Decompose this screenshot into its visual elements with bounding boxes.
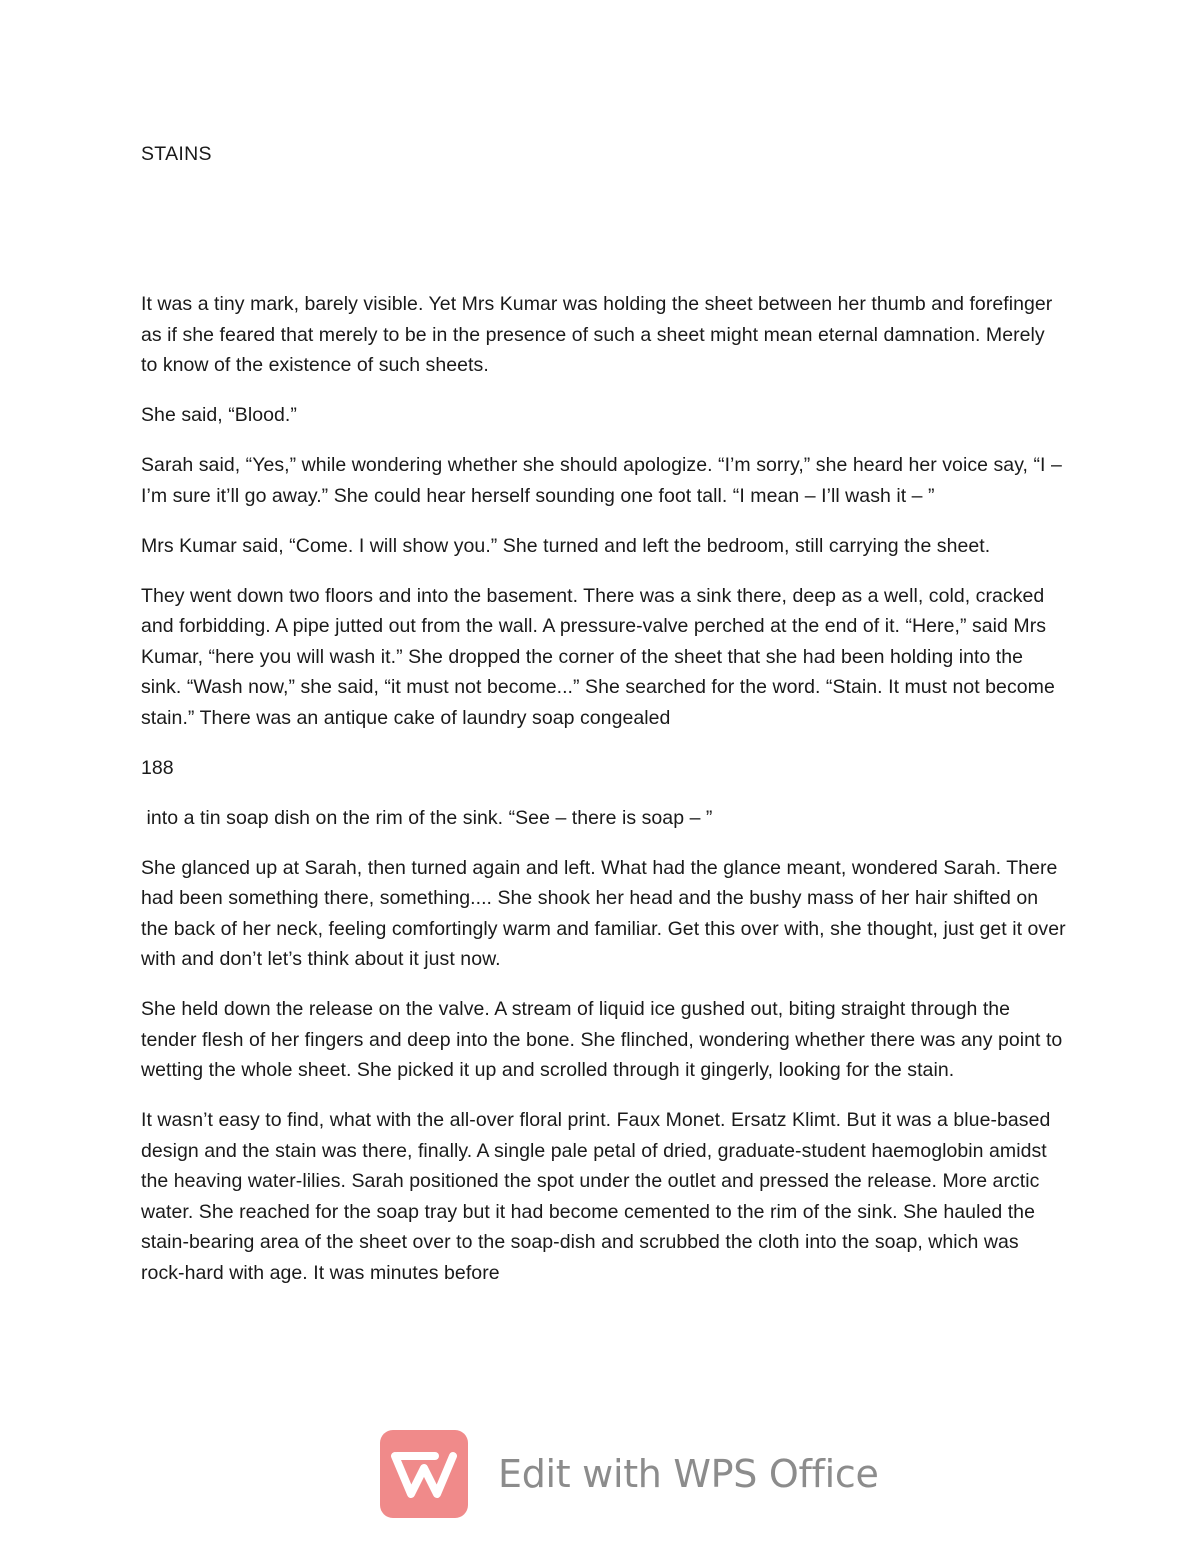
paragraph: It was a tiny mark, barely visible. Yet Mrs Kumar was holding the sheet between her thumb and forefinger as if she feared that merely to be in the presence of such a sheet might mean eternal damnation. Merely to know of the existence of such sheets. (141, 293, 1053, 376)
paragraph: They went down two floors and into the basement. There was a sink there, deep as a well, cold, cracked and forbidding. A pipe jutted out from the wall. A pressure-valve perched at the end of it. “Here,” said Mrs Kumar, “here you will wash it.” She dropped the corner of the sheet that she had been holding into the sink. “Wash now,” she said, “it must not become...” She searched for the word. “Stain. It must not become stain.” There was an antique cake of laundry soap congealed (141, 584, 1055, 729)
document-title: STAINS (141, 143, 212, 165)
paragraph: into a tin soap dish on the rim of the sink. “See – there is soap – ” (141, 806, 713, 829)
wps-edit-banner[interactable] (380, 1429, 879, 1519)
paragraph: Sarah said, “Yes,” while wondering whether she should apologize. “I’m sorry,” she heard her voice say, “I – I’m sure it’ll go away.” She could hear herself sounding one foot tall. “I mean – I’ll wash it – ” (141, 454, 1062, 507)
paragraph: She held down the release on the valve. A stream of liquid ice gushed out, biting straight through the tender flesh of her fingers and deep into the bone. She flinched, wondering whether there was any point to wetting the whole sheet. She picked it up and scrolled through it gingerly, looking for the stain. (141, 998, 1063, 1081)
wps-office-logo-icon (380, 1430, 468, 1518)
page-number: 188 (141, 756, 174, 779)
wps-w-glyph (391, 1448, 457, 1500)
paragraph: She said, “Blood.” (141, 404, 297, 426)
paragraph: It wasn’t easy to find, what with the all-over floral print. Faux Monet. Ersatz Klimt. But it was a blue-based design and the stain was there, finally. A single pale petal of dried, graduate-student haemoglobin amidst the heaving water-lilies. Sarah positioned the spot under the outlet and pressed the release. More arctic water. She reached for the soap tray but it had become cemented to the rim of the sink. She hauled the stain-bearing area of the sheet over to the soap-dish and scrubbed the cloth into the soap, which was rock-hard with age. It was minutes before (141, 1109, 1051, 1284)
paragraph: She glanced up at Sarah, then turned again and left. What had the glance meant, wondered Sarah. There had been something there, something.... She shook her head and the bushy mass of her hair shifted on the back of her neck, feeling comfortingly warm and familiar. Get this over with, she thought, just get it over with and don’t let’s think about it just now. (141, 856, 1066, 970)
document-body (141, 289, 1066, 1308)
paragraph: Mrs Kumar said, “Come. I will show you.” She turned and left the bedroom, still carrying the sheet. (141, 534, 991, 557)
wps-edit-label[interactable]: Edit with WPS Office (498, 1452, 879, 1496)
